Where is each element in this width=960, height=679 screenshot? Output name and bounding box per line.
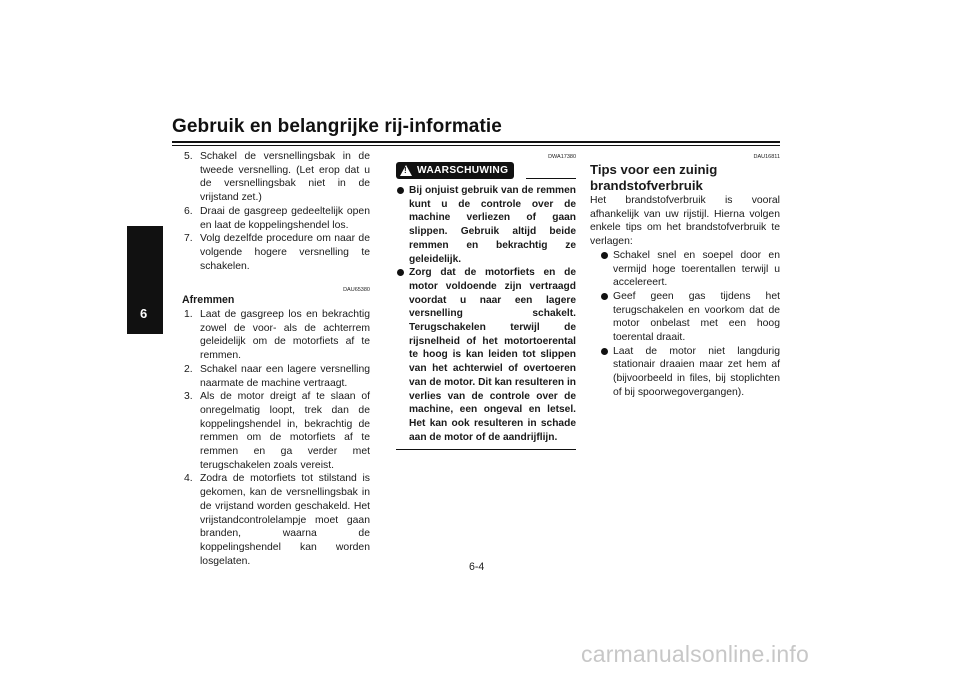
steps-list-braking — [182, 308, 370, 568]
page-number: 6-4 — [469, 561, 485, 573]
warning-box — [396, 162, 576, 450]
warning-bottom-rule — [396, 449, 576, 450]
list-item: 5. Schakel de versnellingsbak in de tweede versnelling. (Let erop dat u de versnellingsbak niet in de vrijstand zet.) — [184, 151, 370, 204]
left-column — [182, 150, 370, 568]
list-item: 6. Draai de gasgreep gedeeltelijk open en laat de koppelingshendel los. — [184, 205, 370, 231]
steps-list-top — [182, 150, 370, 273]
list-item: Laat de motor niet langdurig stationair draaien maar zet hem af (bijvoorbeeld in files, bij stoplichten of bij spoorwegovergangen). — [600, 345, 780, 400]
section-code: DAU65380 — [343, 287, 370, 294]
watermark: carmanualsonline.info — [581, 641, 809, 667]
warning-header — [396, 162, 576, 179]
section-title-afremmen: Afremmen — [182, 294, 235, 307]
list-item: Schakel snel en soepel door en vermijd hoge toerentallen terwijl u accelereert. — [600, 249, 780, 290]
tips-intro: Het brandstofverbruik is vooral afhankelijk van uw rijstijl. Hierna volgen enkele tips om het brandstofverbruik te verlagen: — [590, 195, 780, 248]
chapter-number: 6 — [140, 306, 148, 321]
title-rule-thin — [172, 145, 780, 146]
tips-title: Tips voor een zuinig brandstofverbruik — [590, 162, 718, 193]
warning-column — [396, 150, 576, 450]
warning-triangle-icon — [400, 165, 412, 176]
warning-label: ! WAARSCHUWING — [396, 162, 514, 179]
tips-column — [590, 150, 780, 400]
warning-header-rule — [526, 178, 576, 179]
tips-list — [600, 249, 780, 400]
list-item: 1. Laat de gasgreep los en bekrachtig zowel de voor- als de achterrem geleidelijk om de motorfiets af te remmen. — [184, 309, 370, 362]
warning-list — [396, 184, 576, 444]
title-rule — [172, 141, 780, 143]
list-item: 2. Schakel naar een lagere versnelling naarmate de machine vertraagt. — [184, 363, 370, 389]
list-item: Geef geen gas tijdens het terugschakelen en voorkom dat de motor onbelast met een hoog toerental draait. — [600, 290, 780, 345]
warning-code: DWA17380 — [548, 154, 576, 160]
page-title: Gebruik en belangrijke rij-informatie — [172, 116, 502, 137]
list-item: 7. Volg dezelfde procedure om naar de volgende hogere versnelling te schakelen. — [184, 233, 370, 272]
list-item: 3. Als de motor dreigt af te slaan of onregelmatig loopt, trek dan de koppelingshendel in, bekrachtig de remmen om de motorfiets af te remmen en ga verder met terugschakelen zoals vereist. — [184, 391, 370, 471]
list-item: Zorg dat de motorfiets en de motor voldoende zijn vertraagd voordat u naar een lagere versnelling schakelt. Terugschakelen terwijl de rijsnelheid of het motortoerental te hoog is kan leiden tot slippen van het achterwiel of overtoeren van de motor. Dit kan resulteren in verlies van de controle over de machine, een ongeval en letsel. Het kan ook resulteren in schade aan de motor of de aandrijflijn. — [396, 266, 576, 444]
tips-code: DAU16811 — [753, 154, 780, 160]
list-item: 4. Zodra de motorfiets tot stilstand is gekomen, kan de versnellingsbak in de vrijstand worden geschakeld. Het vrijstandcontrolelampje moet gaan branden, waarna de koppelingshendel kan worden losgelaten. — [184, 473, 370, 567]
list-item: Bij onjuist gebruik van de remmen kunt u de controle over de machine verliezen of gaan slippen. Gebruik altijd beide remmen en bekrachtig ze geleidelijk. — [396, 184, 576, 266]
